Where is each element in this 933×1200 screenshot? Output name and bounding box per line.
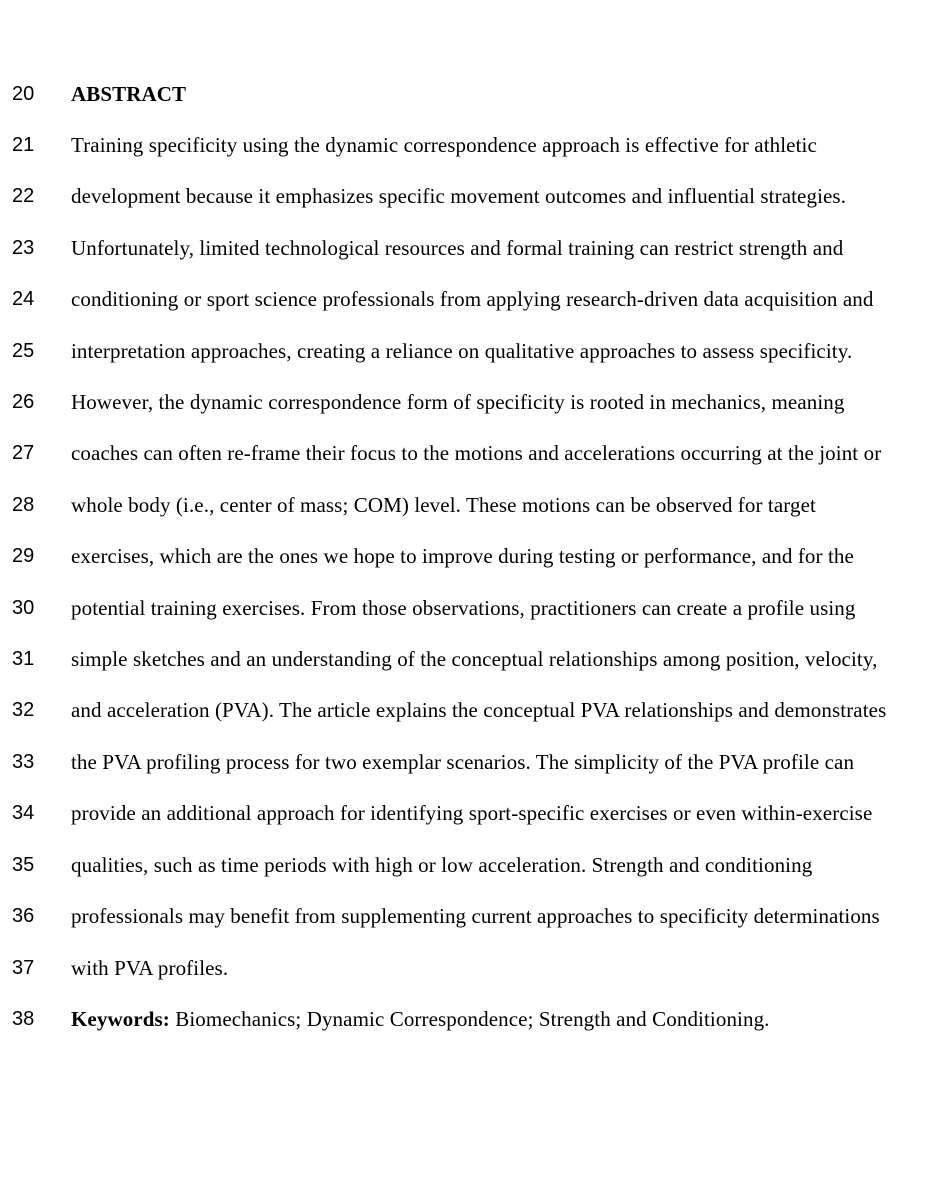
line-text: Unfortunately, limited technological resources and formal training can restrict strength and [71, 236, 844, 260]
line-number: 23 [12, 237, 35, 259]
abstract-line [0, 592, 933, 624]
line-text: However, the dynamic correspondence form of specificity is rooted in mechanics, meaning [71, 390, 845, 414]
line-text: qualities, such as time periods with high or low acceleration. Strength and conditioning [71, 853, 813, 877]
line-number: 25 [12, 340, 35, 362]
line-number: 21 [12, 134, 35, 156]
line-text: whole body (i.e., center of mass; COM) level. These motions can be observed for target [71, 493, 816, 517]
keywords-text: Biomechanics; Dynamic Correspondence; Strength and Conditioning. [169, 1007, 770, 1031]
keywords-line [0, 1003, 933, 1035]
line-number: 27 [12, 442, 35, 464]
line-number: 37 [12, 957, 35, 979]
line-text: coaches can often re-frame their focus to the motions and accelerations occurring at the joint or [71, 441, 882, 465]
line-text: professionals may benefit from supplementing current approaches to specificity determinations [71, 904, 880, 928]
line-number: 34 [12, 802, 35, 824]
keywords-label: Keywords: [71, 1007, 170, 1031]
line-text: conditioning or sport science professionals from applying research-driven data acquisition and [71, 287, 874, 311]
abstract-line [0, 849, 933, 881]
line-text: development because it emphasizes specific movement outcomes and influential strategies. [71, 184, 847, 208]
line-number: 36 [12, 905, 35, 927]
abstract-line [0, 746, 933, 778]
line-number: 24 [12, 288, 35, 310]
line-number: 31 [12, 648, 35, 670]
line-number: 33 [12, 751, 35, 773]
abstract-heading: ABSTRACT [71, 82, 187, 106]
line-text: and acceleration (PVA). The article explains the conceptual PVA relationships and demonstrates [71, 698, 887, 722]
abstract-line [0, 643, 933, 675]
abstract-line [0, 489, 933, 521]
line-text: the PVA profiling process for two exemplar scenarios. The simplicity of the PVA profile can [71, 750, 855, 774]
line-text: potential training exercises. From those observations, practitioners can create a profile using [71, 596, 856, 620]
abstract-line [0, 900, 933, 932]
line-number: 30 [12, 597, 35, 619]
abstract-line [0, 283, 933, 315]
line-text: provide an additional approach for identifying sport-specific exercises or even within-exercise [71, 801, 873, 825]
abstract-heading-line [0, 78, 933, 110]
line-number: 20 [12, 83, 35, 105]
abstract-line [0, 335, 933, 367]
abstract-line [0, 437, 933, 469]
line-number: 28 [12, 494, 35, 516]
keywords [71, 1003, 770, 1035]
line-number: 22 [12, 185, 35, 207]
line-number: 38 [12, 1008, 35, 1030]
line-text: with PVA profiles. [71, 956, 229, 980]
abstract-line [0, 232, 933, 264]
abstract-line [0, 386, 933, 418]
abstract-line [0, 952, 933, 984]
abstract-line [0, 129, 933, 161]
line-text: simple sketches and an understanding of the conceptual relationships among position, velocity, [71, 647, 878, 671]
line-text: interpretation approaches, creating a reliance on qualitative approaches to assess specificity. [71, 339, 853, 363]
abstract-line [0, 180, 933, 212]
line-number: 29 [12, 545, 35, 567]
abstract-line [0, 797, 933, 829]
line-number: 32 [12, 699, 35, 721]
line-text: exercises, which are the ones we hope to improve during testing or performance, and for the [71, 544, 854, 568]
line-number: 35 [12, 854, 35, 876]
line-text: Training specificity using the dynamic correspondence approach is effective for athletic [71, 133, 817, 157]
line-number: 26 [12, 391, 35, 413]
abstract-line [0, 694, 933, 726]
abstract-line [0, 540, 933, 572]
